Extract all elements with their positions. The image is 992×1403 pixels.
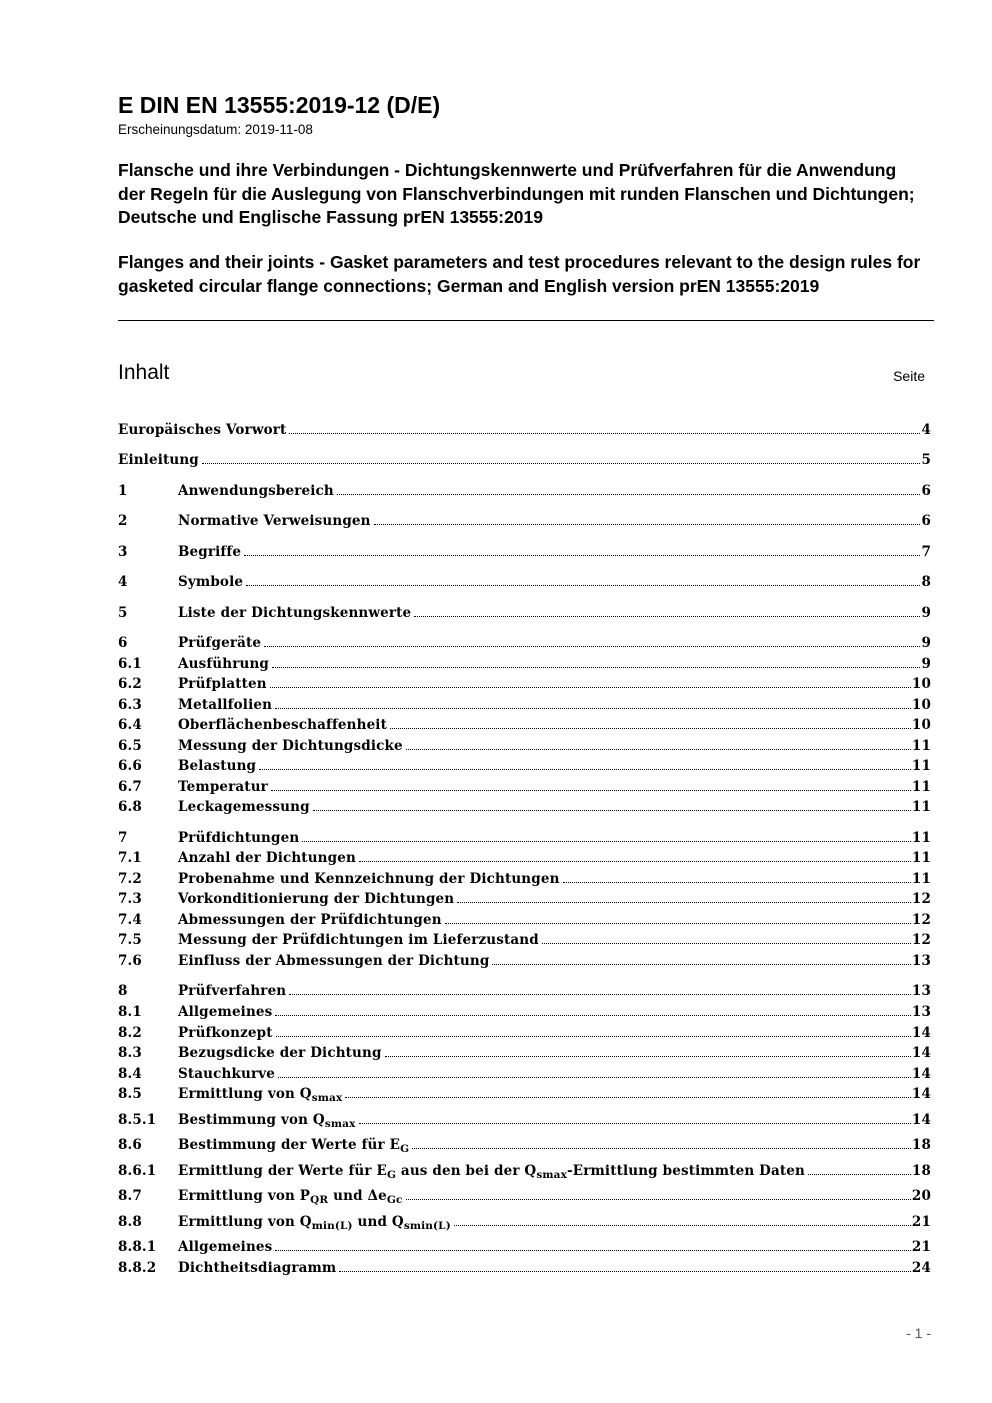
toc-entry-title [178,953,489,969]
toc-dot-leader [374,524,921,525]
toc-entry[interactable] [118,448,931,468]
toc-entry[interactable] [118,775,931,795]
toc-entry-page: 7 [921,544,931,560]
toc-entry-page: 11 [911,850,931,866]
toc-entry-title [178,1260,336,1276]
toc-entry-page: 11 [911,830,931,846]
toc-entry[interactable] [118,601,931,621]
toc-entry-title [178,574,243,590]
toc-dot-leader [359,1123,911,1124]
toc-entry-title [178,912,442,928]
toc-entry-subscript: QR [310,1194,329,1206]
toc-entry-number: 6.2 [118,676,142,692]
toc-dot-leader [275,708,911,709]
toc-entry-title-text: Begriffe [178,544,242,560]
toc-dot-leader [259,769,911,770]
toc-entry-number: 7.6 [118,953,142,969]
toc-entry-number: 8.6 [118,1137,142,1153]
toc-entry-title-text: Anwendungsbereich [178,483,334,499]
toc-entry-title [178,850,356,866]
toc-entry[interactable] [118,826,931,846]
toc-entry-title-text: Bestimmung von Q [178,1112,325,1128]
toc-entry-page: 11 [911,758,931,774]
toc-dot-leader [414,616,920,617]
toc-entry-title [178,799,310,815]
toc-entry-page: 18 [911,1137,931,1153]
toc-dot-leader [406,749,911,750]
toc-entry-title-text: Einleitung [118,452,199,468]
toc-entry-page: 21 [911,1239,931,1255]
toc-entry-number: 8.4 [118,1066,142,1082]
toc-entry-title [178,717,387,733]
toc-entry-title-text: Bestimmung der Werte für E [178,1137,401,1153]
toc-entry-title-text: Oberflächenbeschaffenheit [178,717,387,733]
toc-dot-leader [313,810,911,811]
toc-entry-title [178,779,268,795]
toc-entry[interactable] [118,1108,931,1128]
toc-entry-title [178,1086,342,1102]
toc-entry-page: 21 [911,1214,931,1230]
toc-entry-title-text: -Ermittlung bestimmten Daten [567,1163,806,1179]
toc-entry-title-text: Ermittlung von Q [178,1086,312,1102]
toc-entry-title-text: Europäisches Vorwort [118,422,287,438]
toc-entry[interactable] [118,754,931,774]
toc-entry-page: 12 [911,891,931,907]
toc-entry-number: 7.2 [118,871,142,887]
toc-entry[interactable] [118,1159,931,1179]
toc-entry-number: 8.7 [118,1188,142,1204]
toc-dot-leader [412,1148,911,1149]
toc-entry[interactable] [118,1133,931,1153]
toc-entry[interactable] [118,713,931,733]
toc-entry-title-text: Ausführung [178,656,270,672]
toc-entry-title [178,891,454,907]
toc-entry[interactable] [118,1256,931,1276]
toc-entry-title-text: Anzahl der Dichtungen [178,850,356,866]
toc-entry-title [178,1025,273,1041]
toc-entry-title [178,1163,805,1179]
toc-entry[interactable] [118,479,931,499]
toc-entry-title-text: Abmessungen der Prüfdichtungen [178,912,442,928]
toc-entry-subscript: smax [536,1169,568,1181]
toc-entry-number: 6.5 [118,738,142,754]
toc-entry-number: 7.4 [118,912,142,928]
toc-entry-title-text: Dichtheitsdiagramm [178,1260,337,1276]
toc-dot-leader [808,1174,911,1175]
toc-entry[interactable] [118,734,931,754]
toc-entry-page: 24 [911,1260,931,1276]
toc-entry-title-text: und Δe [328,1188,387,1204]
toc-entry-title-text: Prüfdichtungen [178,830,300,846]
toc-entry-title-text: Liste der Dichtungskennwerte [178,605,412,621]
toc-entry-title [178,932,539,948]
toc-entry-number: 8.8.2 [118,1260,157,1276]
toc-dot-leader [264,646,920,647]
toc-entry-title-text: Messung der Dichtungsdicke [178,738,403,754]
toc-entry-title-text: Metallfolien [178,697,273,713]
toc-entry-page: 12 [911,912,931,928]
toc-dot-leader [457,902,911,903]
toc-dot-leader [359,861,911,862]
toc-entry[interactable] [118,949,931,969]
toc-entry-number: 7.3 [118,891,142,907]
toc-entry-title [178,1004,272,1020]
toc-entry-page: 11 [911,738,931,754]
toc-entry-title-text: Bezugsdicke der Dichtung [178,1045,382,1061]
toc-dot-leader [202,463,921,464]
toc-entry-subscript: min(L) [311,1220,353,1232]
toc-entry-title-text: Einfluss der Abmessungen der Dichtung [178,953,490,969]
toc-entry-title [178,697,272,713]
toc-entry-page: 10 [911,697,931,713]
toc-entry-page: 14 [911,1045,931,1061]
toc-entry-title [178,1045,382,1061]
toc-entry-title [178,676,267,692]
toc-entry-subscript: smax [324,1118,356,1130]
toc-entry-title [178,656,269,672]
toc-entry-page: 9 [921,605,931,621]
toc-entry-number: 7 [118,830,128,846]
toc-entry-number: 6.8 [118,799,142,815]
toc-entry[interactable] [118,631,931,651]
toc-entry[interactable] [118,887,931,907]
toc-entry-title-text: Ermittlung von P [178,1188,311,1204]
toc-entry-title-text: Allgemeines [178,1239,273,1255]
toc-entry-title [178,605,411,621]
toc-dot-leader [289,433,920,434]
toc-entry-page: 13 [911,1004,931,1020]
toc-entry-title-text: Allgemeines [178,1004,273,1020]
toc-entry-number: 6.6 [118,758,142,774]
issue-date: Erscheinungsdatum: 2019-11-08 [118,122,313,137]
toc-entry[interactable] [118,1000,931,1020]
toc-entry[interactable] [118,795,931,815]
toc-entry-title [178,1137,409,1153]
toc-entry-number: 8.1 [118,1004,142,1020]
toc-entry-title [178,871,560,887]
toc-dot-leader [406,1199,911,1200]
toc-entry-subscript: smax [311,1092,343,1104]
toc-entry-number: 8.8 [118,1214,142,1230]
toc-entry-page: 14 [911,1086,931,1102]
toc-dot-leader [454,1225,911,1226]
toc-dot-leader [278,1077,911,1078]
toc-entry-subscript: G [400,1143,410,1155]
toc-entry[interactable] [118,1021,931,1041]
toc-dot-leader [275,1015,910,1016]
toc-entry[interactable] [118,1041,931,1061]
toc-entry[interactable] [118,1184,931,1204]
toc-entry-page: 11 [911,799,931,815]
toc-entry-number: 6 [118,635,128,651]
toc-entry-title [178,830,299,846]
toc-entry[interactable] [118,1235,931,1255]
toc-entry-title-text: Stauchkurve [178,1066,275,1082]
toc-dot-leader [337,494,921,495]
toc-entry-number: 6.1 [118,656,142,672]
toc-dot-leader [246,585,920,586]
toc-entry[interactable] [118,846,931,866]
toc-entry-title-text: Symbole [178,574,244,590]
page-number: - 1 - [906,1325,931,1341]
toc-entry[interactable] [118,570,931,590]
toc-entry-page: 8 [921,574,931,590]
toc-entry[interactable] [118,693,931,713]
toc-entry-title-text: Temperatur [178,779,268,795]
toc-entry[interactable] [118,908,931,928]
toc-entry-page: 9 [921,635,931,651]
toc-entry[interactable] [118,979,931,999]
toc-entry-title-text: Prüfverfahren [178,983,287,999]
toc-entry-title-text: Belastung [178,758,257,774]
toc-entry-title [178,758,256,774]
toc-dot-leader [390,728,911,729]
toc-dot-leader [302,841,911,842]
toc-entry[interactable] [118,672,931,692]
toc-entry-page: 9 [921,656,931,672]
toc-entry[interactable] [118,867,931,887]
toc-entry-subscript: G [386,1169,397,1181]
toc-entry[interactable] [118,652,931,672]
toc-entry-page: 18 [911,1163,931,1179]
toc-dot-leader [385,1056,911,1057]
toc-entry[interactable] [118,540,931,560]
toc-entry-number: 8 [118,983,128,999]
title-divider [118,320,934,321]
toc-entry-number: 7.1 [118,850,142,866]
toc-entry-title-text: Ermittlung der Werte für E [178,1163,387,1179]
toc-dot-leader [289,994,911,995]
toc-entry-title [178,983,286,999]
toc-dot-leader [272,667,920,668]
toc-page-column-label: Seite [893,368,925,384]
toc-dot-leader [244,555,920,556]
toc-entry[interactable] [118,1062,931,1082]
toc-entry-page: 11 [911,871,931,887]
toc-entry-page: 11 [911,779,931,795]
toc-entry-title-text: Normative Verweisungen [178,513,371,529]
toc-entry-title-text: Prüfplatten [178,676,267,692]
toc-dot-leader [270,687,911,688]
toc-entry-title-text: Vorkonditionierung der Dichtungen [178,891,455,907]
toc-entry-number: 8.5 [118,1086,142,1102]
toc-entry-page: 10 [911,676,931,692]
toc-entry-title [178,1066,275,1082]
toc-entry-title [118,422,286,438]
toc-entry-number: 6.4 [118,717,142,733]
toc-entry-page: 20 [911,1188,931,1204]
title-english: Flanges and their joints - Gasket parameters and test procedures relevant to the design rules for gasketed circular flange connections; German and English version prEN 13555:2019 [118,252,921,296]
toc-entry-title [118,452,199,468]
toc-entry-number: 8.8.1 [118,1239,157,1255]
toc-entry[interactable] [118,1210,931,1230]
toc-dot-leader [339,1271,911,1272]
toc-dot-leader [563,882,911,883]
toc-entry-title-text: und Q [352,1214,404,1230]
toc-entry-number: 4 [118,574,128,590]
toc-entry-page: 4 [921,422,931,438]
toc-entry-page: 13 [911,983,931,999]
toc-entry-page: 14 [911,1025,931,1041]
toc-entry-title [178,483,334,499]
toc-entry-title-text: Probenahme und Kennzeichnung der Dichtungen [178,871,560,887]
toc-dot-leader [492,964,910,965]
toc-entry-number: 8.2 [118,1025,142,1041]
toc-entry[interactable] [118,418,931,438]
toc-entry-title [178,1214,451,1230]
toc-entry-number: 8.6.1 [118,1163,157,1179]
toc-entry-number: 8.3 [118,1045,142,1061]
toc-entry-subscript: Gc [386,1194,403,1206]
toc-entry-title [178,635,261,651]
toc-entry-number: 3 [118,544,128,560]
toc-entry-page: 6 [921,513,931,529]
toc-dot-leader [276,1036,911,1037]
toc-entry-page: 13 [911,953,931,969]
toc-entry-title-text: Prüfkonzept [178,1025,273,1041]
toc-dot-leader [271,790,911,791]
toc-entry[interactable] [118,928,931,948]
toc-entry-title-text: Leckagemessung [178,799,310,815]
toc-entry-number: 2 [118,513,128,529]
toc-entry-page: 6 [921,483,931,499]
toc-heading: Inhalt [118,361,170,384]
toc-dot-leader [275,1250,910,1251]
toc-entry-title [178,1112,356,1128]
toc-entry-title-text: Prüfgeräte [178,635,262,651]
toc-entry-page: 12 [911,932,931,948]
toc-entry-number: 7.5 [118,932,142,948]
toc-entry-title [178,513,371,529]
toc-entry-title-text: Ermittlung von Q [178,1214,312,1230]
toc-entry[interactable] [118,509,931,529]
toc-entry-page: 10 [911,717,931,733]
toc-entry[interactable] [118,1082,931,1102]
toc-entry-page: 14 [911,1112,931,1128]
toc-entry-title-text: Messung der Prüfdichtungen im Lieferzustand [178,932,539,948]
toc-entry-number: 5 [118,605,128,621]
document-code: E DIN EN 13555:2019-12 (D/E) [118,92,441,118]
toc-entry-title [178,738,403,754]
toc-dot-leader [345,1097,911,1098]
toc-entry-number: 8.5.1 [118,1112,157,1128]
toc-entry-title [178,1188,403,1204]
toc-entry-page: 5 [921,452,931,468]
toc-entry-title [178,1239,272,1255]
toc-entry-number: 1 [118,483,128,499]
title-german: Flansche und ihre Verbindungen - Dichtungskennwerte und Prüfverfahren für die Anwendung der Regeln für die Auslegung von Flanschverbindungen mit runden Flanschen und Dichtungen; Deutsche und Englische Fassung prEN 13555:2019 [118,160,915,227]
toc-entry-number: 6.3 [118,697,142,713]
toc-entry-title-text: aus den bei der Q [396,1163,537,1179]
toc-dot-leader [445,923,911,924]
toc-entry-subscript: smin(L) [403,1220,451,1232]
toc-entry-number: 6.7 [118,779,142,795]
toc-entry-page: 14 [911,1066,931,1082]
toc-dot-leader [542,943,911,944]
toc-entry-title [178,544,241,560]
